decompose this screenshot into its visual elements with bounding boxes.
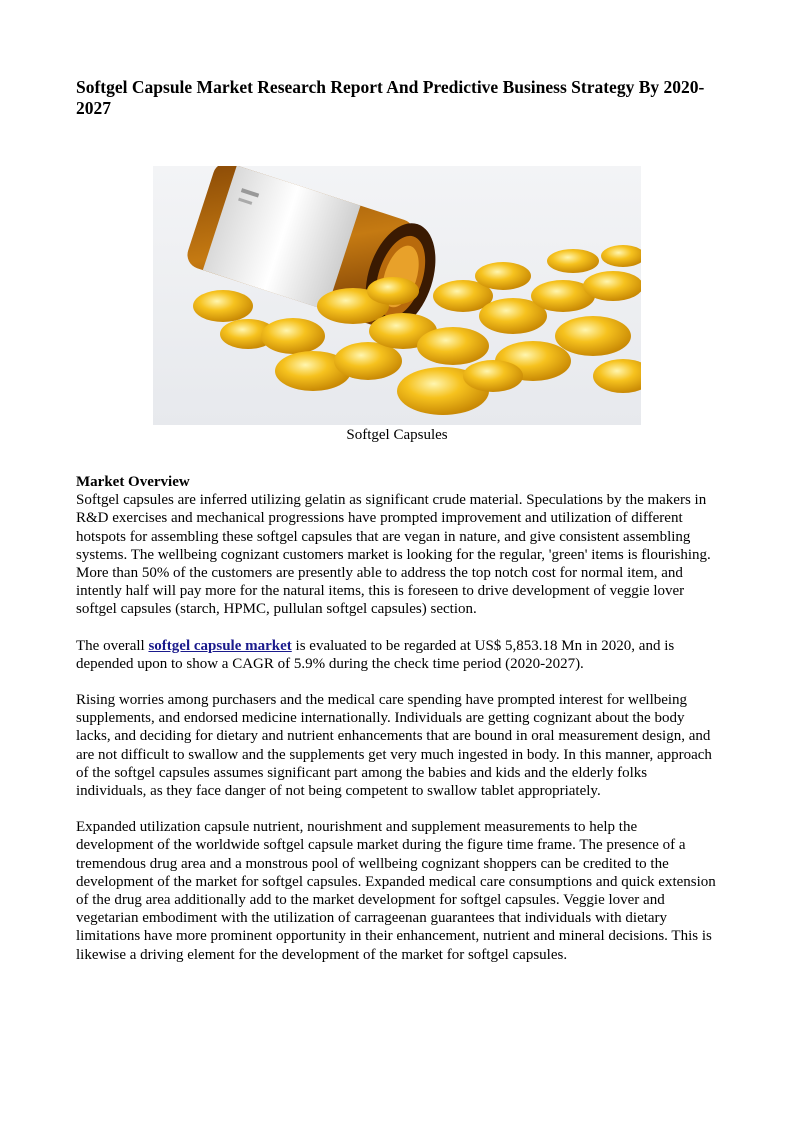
paragraph-2-after-text: is evaluated to be regarded at US$ 5,853.18 Mn in 2020, and is depended upon to show a CAGR of 5.9% during the check time period (2020-2027). (76, 637, 675, 672)
paragraph-market-value (76, 637, 718, 673)
softgel-capsule-market-link[interactable]: softgel capsule market (148, 637, 292, 654)
paragraph-3: Rising worries among purchasers and the medical care spending have prompted interest for wellbeing supplements, and endorsed medicine internationally. Individuals are getting cognizant about the body lacks, and deciding for dietary and nutrient enhancements that are bound in oral measurement design, and are not difficult to swallow and the supplements get very much ingested in body. In this manner, approach of the softgel capsules assumes significant part among the babies and kids and the elderly folks individuals, as they face danger of not being competent to swallow tablet appropriately. (76, 692, 712, 800)
softgel-capsules-photo (153, 166, 641, 425)
article-body (76, 473, 718, 982)
paragraph-4: Expanded utilization capsule nutrient, nourishment and supplement measurements to help the development of the worldwide softgel capsule market during the figure time frame. The presence of a tremendous drug area and a monstrous pool of wellbeing cognizant shoppers can be credited to the development of the market for softgel capsules. Expanded medical care consumptions and quick extension of the drug area additionally add to the market development for softgel capsules. Veggie lover and vegetarian embodiment with the utilization of carrageenan guarantees that individuals with dietary limitations have more prominent opportunity in their enhancement, nutrient and mineral decisions. This is likewise a driving element for the development of the market for softgel capsules. (76, 819, 716, 963)
document-title: Softgel Capsule Market Research Report And Predictive Business Strategy By 2020-2027 (76, 77, 705, 118)
figure-caption: Softgel Capsules (346, 427, 448, 443)
product-photo-figure (153, 166, 641, 425)
paragraph-market-overview (76, 473, 718, 619)
section-heading: Market Overview (76, 474, 190, 490)
paragraph-2-before-text: The overall (76, 637, 149, 654)
paragraph-1-text: Softgel capsules are inferred utilizing gelatin as significant crude material. Speculations by the makers in R&D exercises and mechanical progressions have prompted improvement and utilization of different hotspots for assembling these softgel capsules that are vegan in nature, and give consistent assembling systems. The wellbeing cognizant customers market is looking for the regular, 'green' items is flourishing. More than 50% of the customers are presently able to address the top notch cost for normal item, and intently half will pay more for the natural items, this is foreseen to drive development of veggie lover softgel capsules (starch, HPMC, pullulan softgel capsules) section. (76, 492, 711, 618)
